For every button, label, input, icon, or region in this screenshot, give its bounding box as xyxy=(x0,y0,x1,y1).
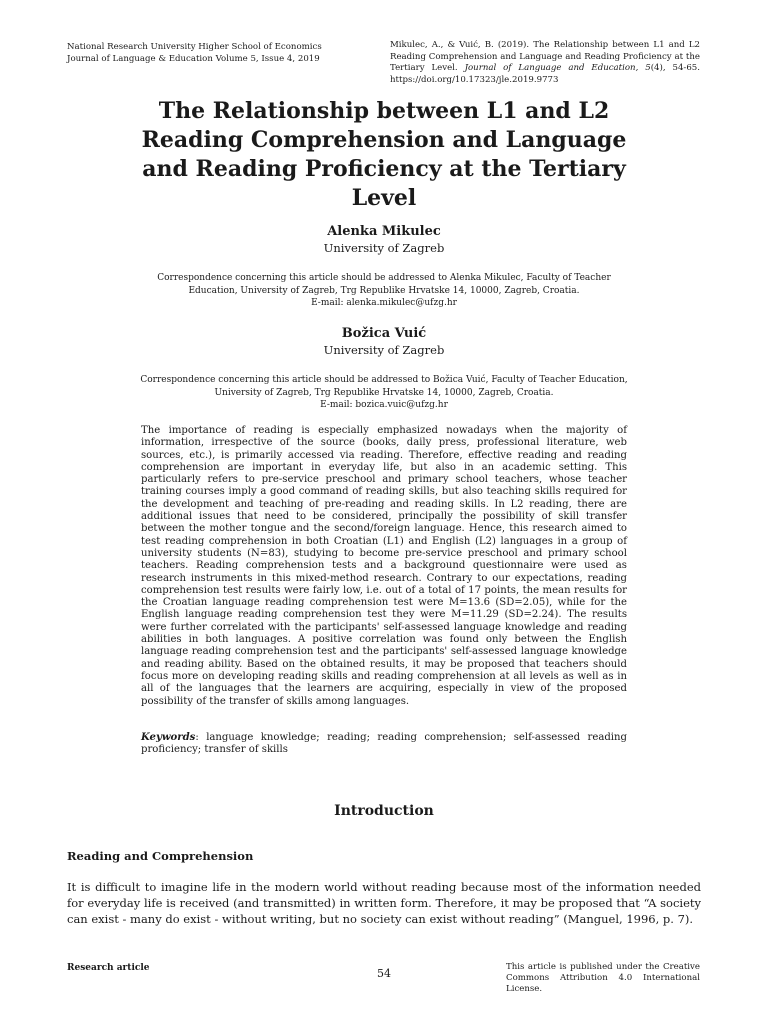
citation-block xyxy=(390,40,700,86)
keywords-label: Keywords xyxy=(141,732,196,743)
subsection-heading: Reading and Comprehension xyxy=(67,849,254,863)
correspondence-note xyxy=(134,374,634,412)
citation-journal: Journal of Language and Education, 5 xyxy=(464,63,651,73)
article-title: The Relationship between L1 and L2 Reading Comprehension and Language and Reading Proficiency at the Tertiary Level xyxy=(141,98,627,211)
keywords xyxy=(141,732,627,757)
author-name: Božica Vuić xyxy=(341,326,427,341)
author-affiliation: University of Zagreb xyxy=(323,241,445,255)
citation-text: Mikulec, A., & Vuić, B. (2019). The Relationship between L1 and L2 Reading Comprehension and Language and Reading Proficiency at the Tertiary Level. xyxy=(390,40,700,73)
author-email[interactable]: E-mail: alenka.mikulec@ufzg.hr xyxy=(311,298,457,308)
body-paragraph: It is difficult to imagine life in the modern world without reading because most of the information needed for everyday life is received (and transmitted) in written form. Therefore, it may be proposed that “A society can exist - many do exist - without writing, but no society can exist without reading” (Manguel, 1996, p. 7). xyxy=(67,880,701,926)
abstract: The importance of reading is especially emphasized nowadays when the majority of information, irrespective of the source (books, daily press, professional literature, web sources, etc.), is primarily accessed via reading. Therefore, effective reading and reading comprehension are important in everyday life, but also in an academic setting. This particularly refers to pre-service preschool and primary school teachers, whose teacher training courses imply a good command of reading skills, but also teaching skills required for the development and teaching of pre-reading and reading skills. In L2 reading, there are additional issues that need to be considered, principally the possibility of skill transfer between the mother tongue and the second/foreign language. Hence, this research aimed to test reading comprehension in both Croatian (L1) and English (L2) languages in a group of university students (N=83), studying to become pre-service preschool and primary school teachers. Reading comprehension tests and a background questionnaire were used as research instruments in this mixed-method research. Contrary to our expectations, reading comprehension test results were fairly low, i.e. out of a total of 17 points, the mean results for the Croatian language reading comprehension test were M=13.6 (SD=2.05), while for the English language reading comprehension test they were M=11.29 (SD=2.24). The results were further correlated with the participants' self-assessed language knowledge and reading abilities in both languages. A positive correlation was found only between the English language reading comprehension test and the participants' self-assessed language knowledge and reading ability. Based on the obtained results, it may be proposed that teachers should focus more on developing reading skills and reading comprehension at all levels as well as in all of the languages that the learners are acquiring, especially in view of the proposed possibility of the transfer of skills among languages. xyxy=(141,425,627,707)
correspondence-text: Correspondence concerning this article should be addressed to Božica Vuić, Faculty of Teacher Education, University of Zagreb, Trg Republike Hrvatske 14, 10000, Zagreb, Croatia. xyxy=(140,375,628,398)
correspondence-text: Correspondence concerning this article should be addressed to Alenka Mikulec, Faculty of Teacher Education, University of Zagreb, Trg Republike Hrvatske 14, 10000, Zagreb, Croatia. xyxy=(157,273,611,296)
institution-name: National Research University Higher School of Economics xyxy=(67,42,322,52)
page-number: 54 xyxy=(377,967,391,980)
article-type: Research article xyxy=(67,963,150,973)
journal-issue: Journal of Language & Education Volume 5, Issue 4, 2019 xyxy=(67,54,320,64)
author-name: Alenka Mikulec xyxy=(327,224,441,239)
author-email[interactable]: E-mail: bozica.vuic@ufzg.hr xyxy=(320,400,448,410)
license-note: This article is published under the Creative Commons Attribution 4.0 International License. xyxy=(506,962,700,994)
citation-doi[interactable]: (4), 54-65. https://doi.org/10.17323/jle.2019.9773 xyxy=(390,63,700,85)
author-affiliation: University of Zagreb xyxy=(323,343,445,357)
running-header-left xyxy=(67,41,367,65)
section-heading: Introduction xyxy=(334,803,434,819)
keywords-text: : language knowledge; reading; reading comprehension; self-assessed reading proficiency; transfer of skills xyxy=(141,732,627,756)
correspondence-note xyxy=(134,272,634,310)
